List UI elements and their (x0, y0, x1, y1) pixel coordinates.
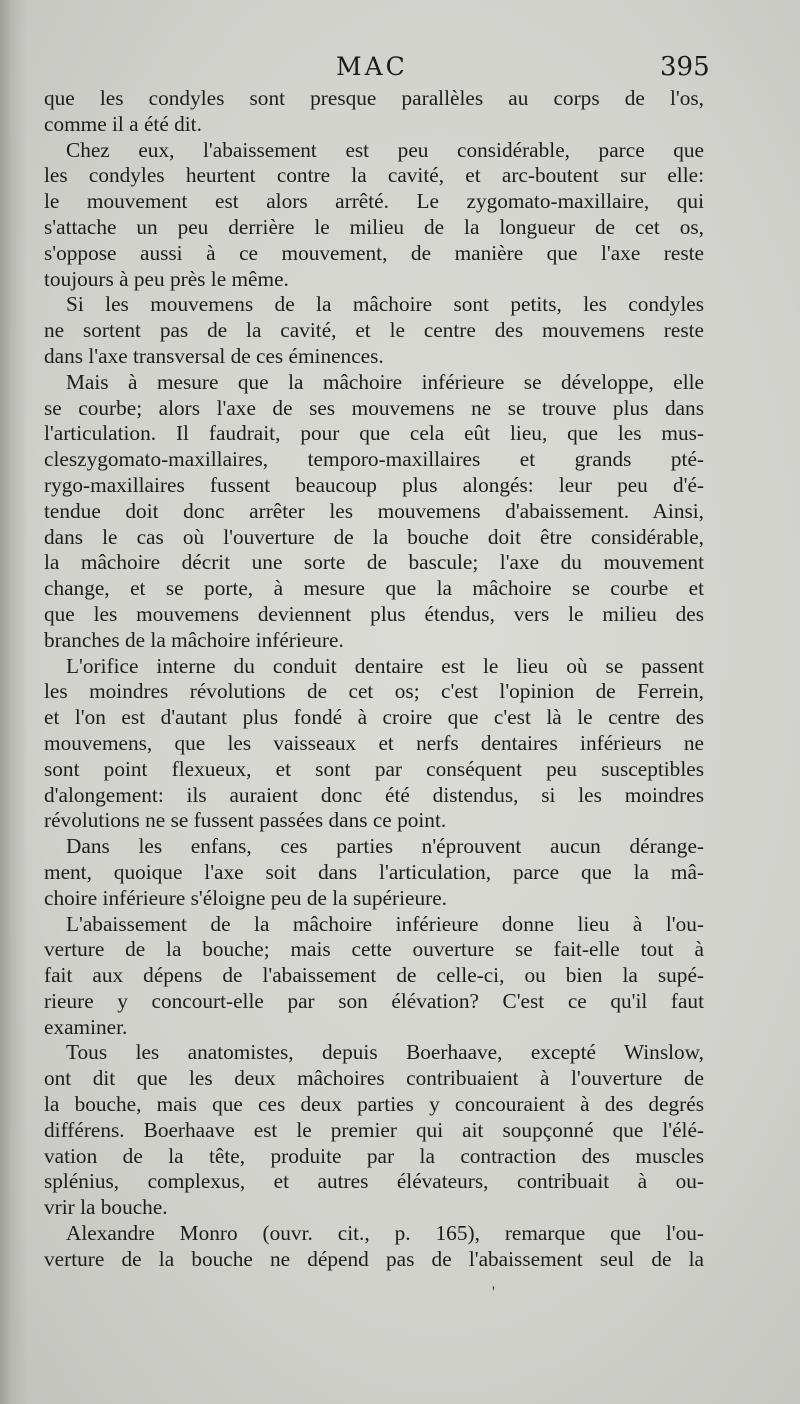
text-line: les moindres révolutions de cet os; c'est l'opinion de Ferrein, (44, 679, 704, 704)
text-line: tendue doit donc arrêter les mouvemens d'abaissement. Ainsi, (44, 498, 704, 523)
text-line: rieure y concourt-elle par son élévation? C'est ce qu'il faut (44, 988, 704, 1013)
text-line: toujours à peu près le même. (44, 266, 289, 291)
text-line: examiner. (44, 1014, 128, 1039)
text-line: branches de la mâchoire inférieure. (44, 627, 344, 652)
text-line: comme il a été dit. (44, 111, 202, 136)
running-title: MAC (336, 52, 408, 81)
text-line: les condyles heurtent contre la cavité, et arc-boutent sur elle: (44, 163, 704, 188)
text-line: mouvemens, que les vaisseaux et nerfs dentaires inférieurs ne (44, 730, 704, 755)
text-line: dans le cas où l'ouverture de la bouche doit être considérable, (44, 524, 704, 549)
text-line: ont dit que les deux mâchoires contribuaient à l'ouverture de (44, 1066, 704, 1091)
running-head (0, 48, 800, 88)
text-line: et l'on est d'autant plus fondé à croire que c'est là le centre des (44, 705, 704, 730)
text-line: Mais à mesure que la mâchoire inférieure se développe, elle (66, 369, 704, 394)
text-line: Dans les enfans, ces parties n'éprouvent aucun dérange- (66, 834, 704, 859)
text-line: verture de la bouche; mais cette ouverture se fait-elle tout à (44, 937, 704, 962)
page-number: 395 (660, 52, 710, 82)
text-line: rygo-maxillaires fussent beaucoup plus alongés: leur peu d'é- (44, 472, 704, 497)
footer-mark: ' (492, 1284, 495, 1301)
text-line: que les condyles sont presque parallèles au corps de l'os, (44, 86, 704, 110)
text-line: Chez eux, l'abaissement est peu considérable, parce que (66, 137, 704, 162)
text-line: cleszygomato-maxillaires, temporo-maxillaires et grands pté- (44, 447, 704, 472)
text-line: ment, quoique l'axe soit dans l'articulation, parce que la mâ- (44, 859, 704, 884)
text-line: que les mouvemens deviennent plus étendus, vers le milieu des (44, 601, 704, 626)
text-line: choire inférieure s'éloigne peu de la supérieure. (44, 885, 447, 910)
page-gutter-shadow (0, 0, 28, 1404)
text-line: vrir la bouche. (44, 1195, 168, 1220)
text-line: Alexandre Monro (ouvr. cit., p. 165), remarque que l'ou- (66, 1221, 704, 1246)
text-line: L'abaissement de la mâchoire inférieure donne lieu à l'ou- (66, 911, 704, 936)
body-text (44, 86, 704, 1273)
text-line: fait aux dépens de l'abaissement de celle-ci, ou bien la supé- (44, 963, 704, 988)
text-line: dans l'axe transversal de ces éminences. (44, 343, 384, 368)
text-line: se courbe; alors l'axe de ses mouvemens ne se trouve plus dans (44, 395, 704, 420)
text-line: sont point flexueux, et sont par conséquent peu susceptibles (44, 756, 704, 781)
text-line: L'orifice interne du conduit dentaire est le lieu où se passent (66, 653, 704, 678)
text-line: l'articulation. Il faudrait, pour que cela eût lieu, que les mus- (44, 421, 704, 446)
text-line: révolutions ne se fussent passées dans ce point. (44, 808, 447, 833)
text-line: Tous les anatomistes, depuis Boerhaave, excepté Winslow, (66, 1040, 704, 1065)
text-line: différens. Boerhaave est le premier qui ait soupçonné que l'élé- (44, 1117, 704, 1142)
text-line: la bouche, mais que ces deux parties y concouraient à des degrés (44, 1092, 704, 1117)
text-line: change, et se porte, à mesure que la mâchoire se courbe et (44, 576, 704, 601)
text-line: Si les mouvemens de la mâchoire sont petits, les condyles (66, 292, 704, 317)
text-line: splénius, complexus, et autres élévateurs, contribuait à ou- (44, 1169, 704, 1194)
text-line: d'alongement: ils auraient donc été distendus, si les moindres (44, 782, 704, 807)
text-line: s'oppose aussi à ce mouvement, de manière que l'axe reste (44, 240, 704, 265)
text-line: la mâchoire décrit une sorte de bascule; l'axe du mouvement (44, 550, 704, 575)
text-line: vation de la tête, produite par la contraction des muscles (44, 1143, 704, 1168)
text-line: ne sortent pas de la cavité, et le centre des mouvemens reste (44, 318, 704, 343)
text-line: s'attache un peu derrière le milieu de la longueur de cet os, (44, 214, 704, 239)
text-line: le mouvement est alors arrêté. Le zygomato-maxillaire, qui (44, 189, 704, 214)
text-line: verture de la bouche ne dépend pas de l'abaissement seul de la (44, 1246, 704, 1271)
